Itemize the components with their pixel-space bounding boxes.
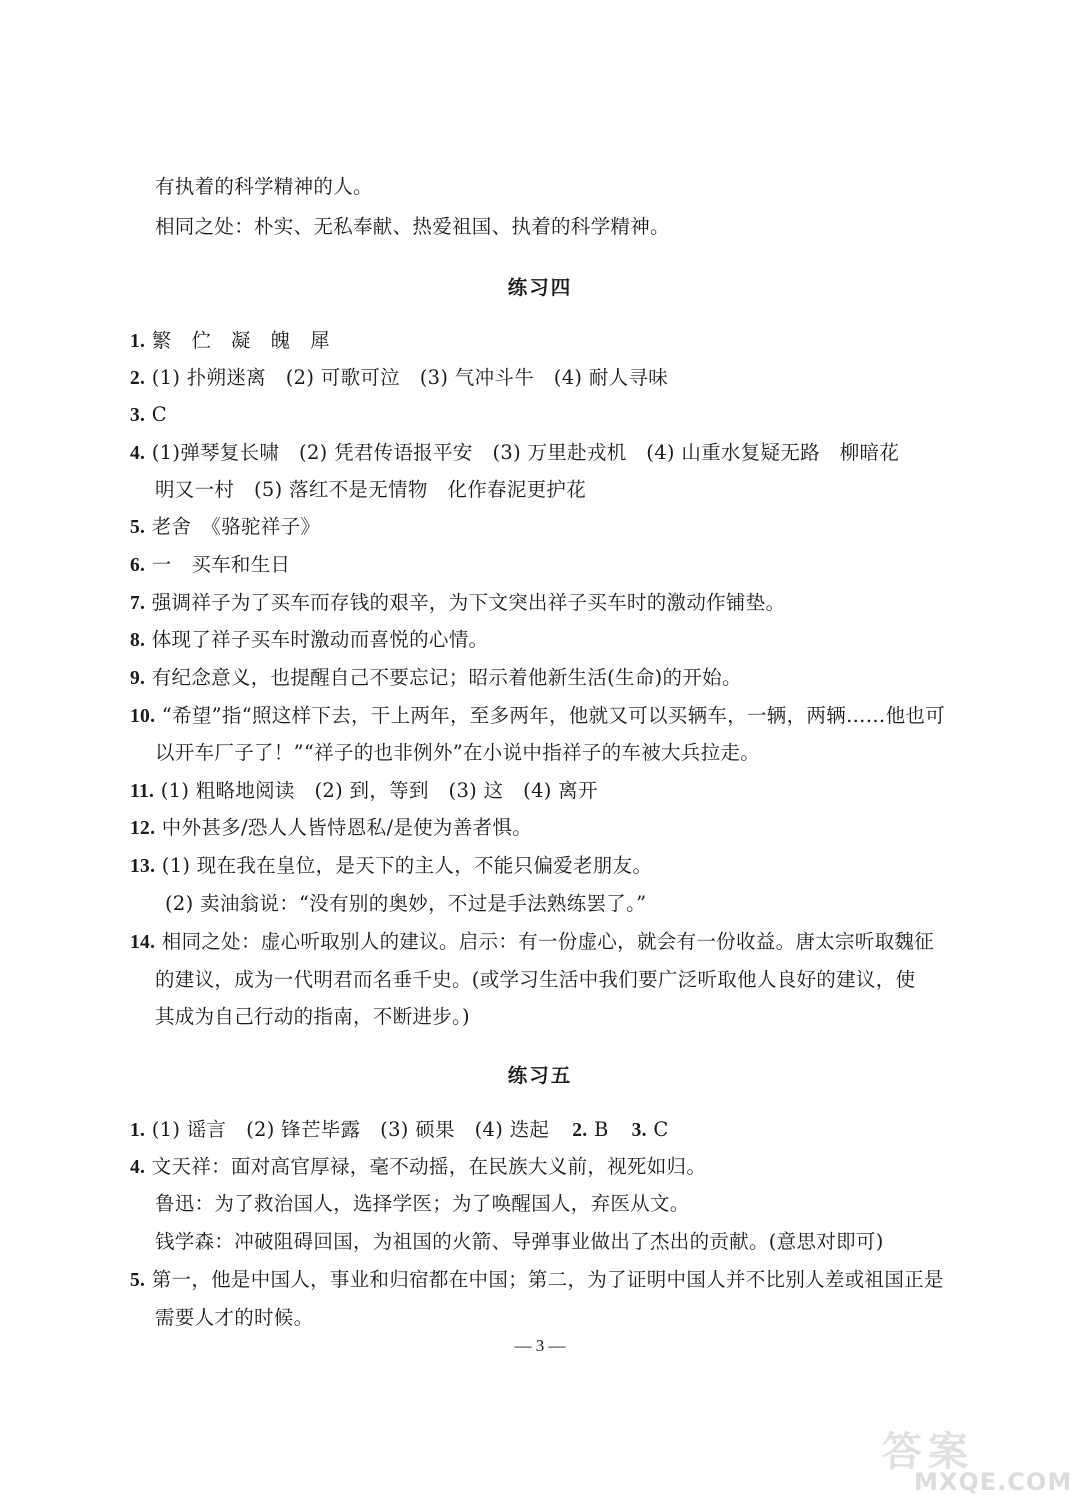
s4-item-13 bbox=[130, 853, 652, 880]
item-number: 4. bbox=[130, 1157, 146, 1178]
item-number: 14. bbox=[130, 932, 156, 953]
page-number: — 3 — bbox=[514, 1336, 566, 1355]
item-text: 有纪念意义，也提醒自己不要忘记；昭示着他新生活(生命)的开始。 bbox=[151, 666, 742, 689]
s4-item-10-cont: 以开车厂子了！”“祥子的也非例外”在小说中指祥子的车被大兵拉走。 bbox=[155, 741, 761, 764]
item-number: 13. bbox=[130, 856, 156, 877]
item-text: 繁 伫 凝 魄 犀 bbox=[151, 329, 330, 352]
item-number: 5. bbox=[130, 1270, 146, 1291]
s4-item-8 bbox=[130, 627, 488, 654]
s4-item-4 bbox=[130, 440, 899, 467]
item-number: 9. bbox=[130, 668, 146, 689]
item-number: 3. bbox=[130, 405, 146, 426]
s4-item-12 bbox=[130, 815, 532, 842]
item-text: “希望”指“照这样下去，干上两年，至多两年，他就又可以买辆车，一辆，两辆……他也可 bbox=[161, 704, 945, 727]
item-number: 1. bbox=[130, 1120, 146, 1141]
item-text: 第一，他是中国人，事业和归宿都在中国；第二，为了证明中国人并不比别人差或祖国正是 bbox=[151, 1268, 944, 1291]
s5-item-4 bbox=[130, 1154, 706, 1181]
watermark-bottom-text: MXQE.COM bbox=[914, 1468, 1073, 1496]
item-text: 相同之处：虚心听取别人的建议。启示：有一份虚心，就会有一份收益。唐太宗听取魏征 bbox=[161, 930, 934, 953]
item-text: (1) 谣言 (2) 锋芒毕露 (3) 硕果 (4) 迭起 bbox=[151, 1118, 550, 1141]
section-4-title: 练习四 bbox=[507, 276, 573, 299]
item-text: 体现了祥子买车时激动而喜悦的心情。 bbox=[151, 628, 489, 651]
item-number: 11. bbox=[130, 781, 155, 802]
s4-item-4-cont: 明又一村 (5) 落红不是无情物 化作春泥更护花 bbox=[155, 478, 587, 501]
item-text: C bbox=[653, 1118, 669, 1141]
s4-item-14-cont2: 其成为自己行动的指南，不断进步。) bbox=[155, 1005, 470, 1028]
s4-item-9 bbox=[130, 665, 742, 692]
watermark-logo bbox=[874, 1420, 1074, 1500]
s4-item-1 bbox=[130, 328, 330, 355]
s4-item-5 bbox=[130, 514, 320, 541]
item-text: (1) 现在我在皇位，是天下的主人，不能只偏爱老朋友。 bbox=[161, 854, 653, 877]
section-5-title: 练习五 bbox=[507, 1064, 573, 1087]
s4-item-3 bbox=[130, 402, 167, 429]
s5-item-5 bbox=[130, 1267, 944, 1294]
item-number: 8. bbox=[130, 630, 146, 651]
item-text: 一 买车和生日 bbox=[151, 553, 291, 576]
item-number: 5. bbox=[130, 517, 146, 538]
s4-item-14 bbox=[130, 929, 934, 956]
item-number: 3. bbox=[631, 1120, 647, 1141]
s4-item-14-cont: 的建议，成为一代明君而名垂千史。(或学习生活中我们要广泛听取他人良好的建议，使 bbox=[155, 968, 916, 991]
item-text: (1)弹琴复长啸 (2) 凭君传语报平安 (3) 万里赴戎机 (4) 山重水复疑无路 柳暗花 bbox=[151, 441, 900, 464]
item-text: (1) 扑朔迷离 (2) 可歌可泣 (3) 气冲斗牛 (4) 耐人寻味 bbox=[151, 366, 669, 389]
item-text: 老舍 《骆驼祥子》 bbox=[151, 515, 321, 538]
s4-item-2 bbox=[130, 365, 668, 392]
item-number: 12. bbox=[130, 818, 156, 839]
watermark-top-text: 答案 bbox=[882, 1429, 974, 1475]
item-text: 文天祥：面对高官厚禄，毫不动摇，在民族大义前，视死如归。 bbox=[151, 1155, 707, 1178]
item-number: 7. bbox=[130, 593, 146, 614]
s5-item-1 bbox=[130, 1117, 669, 1144]
item-text: 强调祥子为了买车而存钱的艰辛，为下文突出祥子买车时的激动作铺垫。 bbox=[151, 591, 786, 614]
s5-item-5-cont: 需要人才的时候。 bbox=[155, 1306, 314, 1329]
intro-line-2: 相同之处：朴实、无私奉献、热爱祖国、执着的科学精神。 bbox=[155, 215, 670, 238]
s4-item-6 bbox=[130, 552, 290, 579]
item-number: 2. bbox=[572, 1120, 588, 1141]
item-text: C bbox=[151, 403, 167, 426]
item-number: 10. bbox=[130, 706, 156, 727]
item-number: 2. bbox=[130, 368, 146, 389]
s4-item-11 bbox=[130, 778, 598, 805]
item-text: (1) 粗略地阅读 (2) 到，等到 (3) 这 (4) 离开 bbox=[160, 779, 598, 802]
s5-item-4-cont: 鲁迅：为了救治国人，选择学医；为了唤醒国人，弃医从文。 bbox=[155, 1192, 690, 1215]
s4-item-7 bbox=[130, 590, 785, 617]
s4-item-10 bbox=[130, 703, 945, 730]
item-number: 6. bbox=[130, 555, 146, 576]
s5-item-4-cont2: 钱学森：冲破阻碍回国，为祖国的火箭、导弹事业做出了杰出的贡献。(意思对即可) bbox=[155, 1230, 884, 1253]
s4-item-13-cont: (2) 卖油翁说：“没有别的奥妙，不过是手法熟练罢了。” bbox=[165, 892, 647, 915]
item-text: 中外甚多/恐人人皆恃恩私/是使为善者惧。 bbox=[161, 816, 532, 839]
intro-line-1: 有执着的科学精神的人。 bbox=[155, 175, 373, 198]
item-number: 1. bbox=[130, 331, 146, 352]
item-number: 4. bbox=[130, 443, 146, 464]
item-text: B bbox=[593, 1118, 609, 1141]
